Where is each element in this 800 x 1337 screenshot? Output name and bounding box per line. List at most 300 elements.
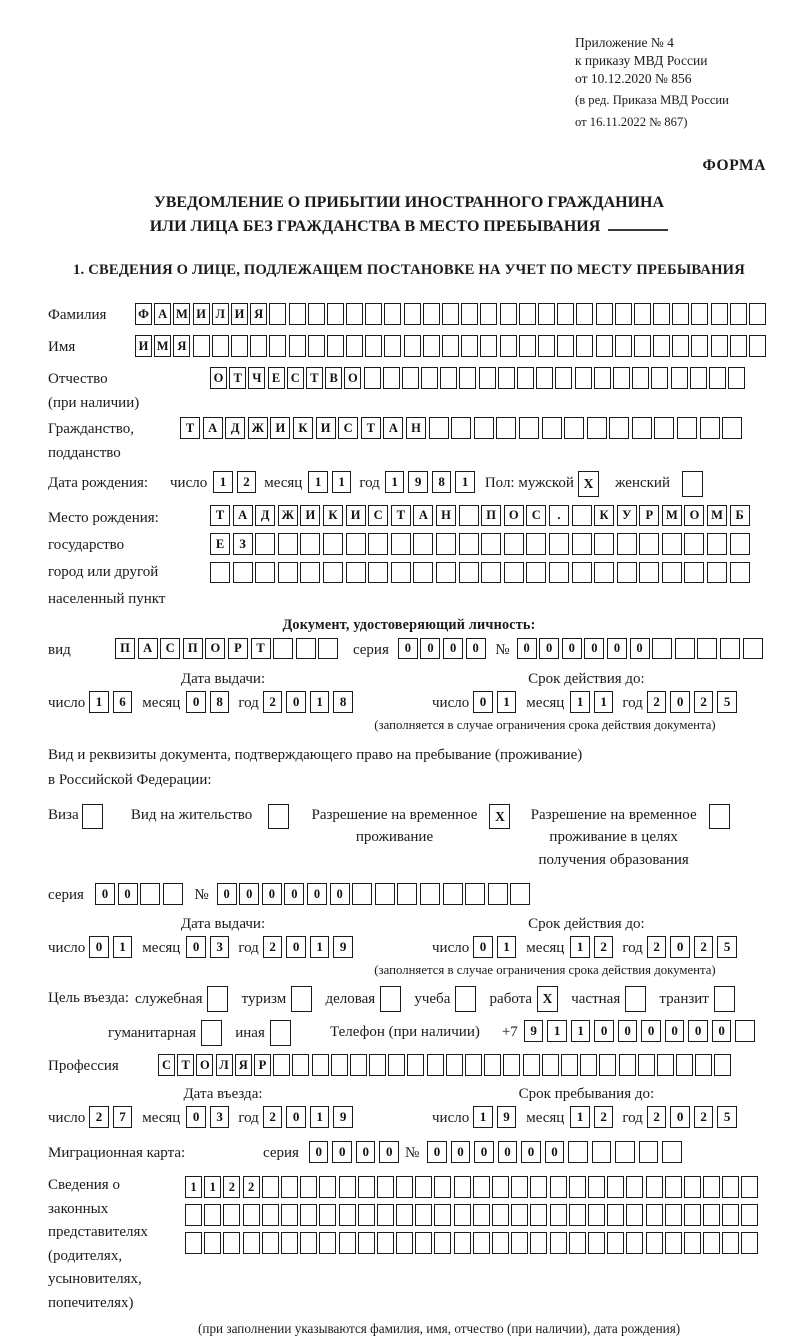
form-cell[interactable] — [665, 1204, 682, 1226]
form-cell[interactable] — [646, 1176, 663, 1198]
checkbox-cell[interactable]: X — [578, 471, 599, 497]
form-cell[interactable]: 0 — [712, 1020, 732, 1042]
form-cell[interactable]: 2 — [263, 691, 283, 713]
form-cell[interactable]: П — [115, 638, 135, 660]
form-cell[interactable] — [703, 1176, 720, 1198]
form-cell[interactable] — [327, 303, 344, 325]
form-cell[interactable] — [653, 335, 670, 357]
form-cell[interactable] — [319, 1232, 336, 1254]
form-cell[interactable]: 3 — [210, 1106, 230, 1128]
form-cell[interactable] — [730, 562, 750, 584]
form-cell[interactable]: 2 — [594, 936, 614, 958]
form-cell[interactable] — [665, 1232, 682, 1254]
form-cell[interactable] — [368, 562, 388, 584]
form-cell[interactable] — [607, 1204, 624, 1226]
form-cell[interactable]: 5 — [717, 936, 737, 958]
form-cell[interactable] — [391, 533, 411, 555]
form-cell[interactable]: П — [183, 638, 203, 660]
form-cell[interactable] — [492, 1176, 509, 1198]
form-cell[interactable] — [429, 417, 449, 439]
form-cell[interactable] — [436, 533, 456, 555]
form-cell[interactable]: М — [707, 505, 727, 527]
form-cell[interactable] — [434, 1232, 451, 1254]
form-cell[interactable]: Т — [177, 1054, 194, 1076]
form-cell[interactable]: Д — [255, 505, 275, 527]
form-cell[interactable] — [720, 638, 740, 660]
form-cell[interactable]: В — [325, 367, 342, 389]
form-cell[interactable] — [319, 1176, 336, 1198]
form-cell[interactable] — [300, 1176, 317, 1198]
form-cell[interactable]: И — [316, 417, 336, 439]
form-cell[interactable] — [204, 1204, 221, 1226]
form-cell[interactable]: О — [205, 638, 225, 660]
form-cell[interactable]: Б — [730, 505, 750, 527]
form-cell[interactable] — [185, 1204, 202, 1226]
checkbox-cell[interactable] — [268, 804, 289, 830]
form-cell[interactable] — [436, 562, 456, 584]
form-cell[interactable] — [588, 1176, 605, 1198]
form-cell[interactable] — [662, 1141, 682, 1163]
checkbox-cell[interactable] — [270, 1020, 291, 1046]
form-cell[interactable]: Т — [180, 417, 200, 439]
form-cell[interactable] — [555, 367, 572, 389]
form-cell[interactable] — [594, 533, 614, 555]
form-cell[interactable]: 1 — [385, 471, 405, 493]
form-cell[interactable] — [402, 367, 419, 389]
form-cell[interactable] — [511, 1232, 528, 1254]
form-cell[interactable] — [474, 417, 494, 439]
form-cell[interactable] — [339, 1176, 356, 1198]
checkbox-cell[interactable] — [207, 986, 228, 1012]
form-cell[interactable]: С — [526, 505, 546, 527]
form-cell[interactable]: С — [287, 367, 304, 389]
form-cell[interactable]: М — [662, 505, 682, 527]
form-cell[interactable] — [396, 1204, 413, 1226]
form-cell[interactable] — [671, 367, 688, 389]
form-cell[interactable]: С — [338, 417, 358, 439]
form-cell[interactable]: Я — [235, 1054, 252, 1076]
form-cell[interactable]: 1 — [310, 936, 330, 958]
form-cell[interactable] — [481, 533, 501, 555]
form-cell[interactable]: 5 — [717, 691, 737, 713]
form-cell[interactable] — [572, 562, 592, 584]
form-cell[interactable]: 1 — [497, 691, 517, 713]
checkbox-cell[interactable]: X — [537, 986, 558, 1012]
checkbox-cell[interactable] — [455, 986, 476, 1012]
form-cell[interactable]: . — [549, 505, 569, 527]
form-cell[interactable] — [684, 533, 704, 555]
form-cell[interactable] — [672, 303, 689, 325]
form-cell[interactable] — [465, 883, 485, 905]
form-cell[interactable]: 0 — [89, 936, 109, 958]
form-cell[interactable]: Р — [639, 505, 659, 527]
form-cell[interactable] — [459, 562, 479, 584]
form-cell[interactable]: 1 — [310, 691, 330, 713]
form-cell[interactable]: Ж — [278, 505, 298, 527]
form-cell[interactable]: 1 — [113, 936, 133, 958]
form-cell[interactable]: 0 — [665, 1020, 685, 1042]
form-cell[interactable] — [231, 335, 248, 357]
form-cell[interactable]: Н — [406, 417, 426, 439]
form-cell[interactable] — [741, 1232, 758, 1254]
form-cell[interactable] — [454, 1232, 471, 1254]
form-cell[interactable]: 1 — [571, 1020, 591, 1042]
form-cell[interactable] — [626, 1204, 643, 1226]
checkbox-cell[interactable] — [714, 986, 735, 1012]
form-cell[interactable] — [323, 533, 343, 555]
form-cell[interactable]: 0 — [451, 1141, 471, 1163]
form-cell[interactable] — [646, 1232, 663, 1254]
form-cell[interactable] — [662, 533, 682, 555]
form-cell[interactable]: 0 — [517, 638, 537, 660]
form-cell[interactable] — [530, 1204, 547, 1226]
form-cell[interactable] — [572, 505, 592, 527]
form-cell[interactable]: Е — [210, 533, 230, 555]
form-cell[interactable] — [638, 1054, 655, 1076]
form-cell[interactable]: 1 — [455, 471, 475, 493]
form-cell[interactable] — [707, 562, 727, 584]
form-cell[interactable] — [549, 562, 569, 584]
form-cell[interactable]: 1 — [89, 691, 109, 713]
form-cell[interactable] — [615, 335, 632, 357]
form-cell[interactable] — [492, 1232, 509, 1254]
form-cell[interactable] — [243, 1204, 260, 1226]
form-cell[interactable]: Р — [228, 638, 248, 660]
form-cell[interactable]: 2 — [694, 691, 714, 713]
form-cell[interactable] — [639, 562, 659, 584]
form-cell[interactable] — [193, 335, 210, 357]
form-cell[interactable]: 0 — [473, 936, 493, 958]
form-cell[interactable]: К — [323, 505, 343, 527]
form-cell[interactable] — [730, 335, 747, 357]
form-cell[interactable]: 1 — [308, 471, 328, 493]
form-cell[interactable]: 0 — [356, 1141, 376, 1163]
form-cell[interactable] — [676, 1054, 693, 1076]
form-cell[interactable] — [346, 533, 366, 555]
form-cell[interactable] — [580, 1054, 597, 1076]
form-cell[interactable]: 0 — [443, 638, 463, 660]
form-cell[interactable] — [672, 335, 689, 357]
form-cell[interactable] — [510, 883, 530, 905]
form-cell[interactable]: 1 — [570, 936, 590, 958]
form-cell[interactable] — [292, 1054, 309, 1076]
form-cell[interactable] — [454, 1204, 471, 1226]
form-cell[interactable] — [446, 1054, 463, 1076]
form-cell[interactable]: 2 — [263, 936, 283, 958]
form-cell[interactable] — [273, 638, 293, 660]
form-cell[interactable]: К — [293, 417, 313, 439]
form-cell[interactable] — [300, 1232, 317, 1254]
form-cell[interactable] — [684, 1176, 701, 1198]
checkbox-cell[interactable] — [709, 804, 730, 830]
form-cell[interactable]: О — [504, 505, 524, 527]
form-cell[interactable]: С — [160, 638, 180, 660]
form-cell[interactable]: О — [684, 505, 704, 527]
form-cell[interactable] — [404, 335, 421, 357]
form-cell[interactable] — [262, 1204, 279, 1226]
form-cell[interactable] — [561, 1054, 578, 1076]
form-cell[interactable]: А — [154, 303, 171, 325]
form-cell[interactable]: 0 — [670, 1106, 690, 1128]
form-cell[interactable] — [615, 1141, 635, 1163]
form-cell[interactable]: 2 — [237, 471, 257, 493]
form-cell[interactable] — [690, 367, 707, 389]
form-cell[interactable] — [369, 1054, 386, 1076]
form-cell[interactable] — [542, 417, 562, 439]
form-cell[interactable] — [488, 883, 508, 905]
form-cell[interactable]: Т — [391, 505, 411, 527]
form-cell[interactable] — [542, 1054, 559, 1076]
form-cell[interactable] — [684, 1204, 701, 1226]
form-cell[interactable] — [634, 303, 651, 325]
form-cell[interactable]: 8 — [210, 691, 230, 713]
form-cell[interactable]: И — [300, 505, 320, 527]
form-cell[interactable]: 2 — [647, 691, 667, 713]
form-cell[interactable] — [308, 335, 325, 357]
form-cell[interactable]: 0 — [607, 638, 627, 660]
form-cell[interactable] — [415, 1204, 432, 1226]
form-cell[interactable]: 1 — [547, 1020, 567, 1042]
form-cell[interactable] — [550, 1232, 567, 1254]
form-cell[interactable]: О — [210, 367, 227, 389]
form-cell[interactable] — [569, 1204, 586, 1226]
form-cell[interactable] — [594, 562, 614, 584]
form-cell[interactable] — [549, 533, 569, 555]
form-cell[interactable] — [415, 1232, 432, 1254]
form-cell[interactable] — [617, 562, 637, 584]
form-cell[interactable]: 0 — [286, 936, 306, 958]
form-cell[interactable]: 2 — [243, 1176, 260, 1198]
form-cell[interactable]: А — [138, 638, 158, 660]
form-cell[interactable]: П — [481, 505, 501, 527]
checkbox-cell[interactable] — [82, 804, 103, 830]
form-cell[interactable] — [461, 335, 478, 357]
form-cell[interactable]: 1 — [204, 1176, 221, 1198]
form-cell[interactable]: 0 — [670, 691, 690, 713]
form-cell[interactable] — [703, 1232, 720, 1254]
form-cell[interactable] — [572, 533, 592, 555]
form-cell[interactable]: И — [231, 303, 248, 325]
form-cell[interactable]: О — [196, 1054, 213, 1076]
form-cell[interactable] — [273, 1054, 290, 1076]
form-cell[interactable] — [461, 303, 478, 325]
form-cell[interactable] — [599, 1054, 616, 1076]
form-cell[interactable]: 0 — [186, 1106, 206, 1128]
form-cell[interactable] — [423, 303, 440, 325]
form-cell[interactable] — [741, 1176, 758, 1198]
form-cell[interactable] — [421, 367, 438, 389]
form-cell[interactable] — [711, 303, 728, 325]
form-cell[interactable] — [632, 367, 649, 389]
form-cell[interactable]: 2 — [89, 1106, 109, 1128]
form-cell[interactable] — [691, 335, 708, 357]
form-cell[interactable] — [519, 335, 536, 357]
form-cell[interactable] — [519, 303, 536, 325]
form-cell[interactable] — [722, 1176, 739, 1198]
form-cell[interactable] — [615, 303, 632, 325]
form-cell[interactable] — [319, 1204, 336, 1226]
form-cell[interactable]: 0 — [286, 691, 306, 713]
form-cell[interactable] — [634, 335, 651, 357]
form-cell[interactable] — [730, 533, 750, 555]
form-cell[interactable] — [607, 1176, 624, 1198]
form-cell[interactable] — [278, 562, 298, 584]
form-cell[interactable]: А — [233, 505, 253, 527]
form-cell[interactable]: Д — [225, 417, 245, 439]
form-cell[interactable] — [269, 335, 286, 357]
form-cell[interactable] — [140, 883, 160, 905]
form-cell[interactable] — [675, 638, 695, 660]
form-cell[interactable] — [473, 1232, 490, 1254]
form-cell[interactable]: 0 — [186, 691, 206, 713]
form-cell[interactable] — [365, 335, 382, 357]
form-cell[interactable] — [735, 1020, 755, 1042]
form-cell[interactable] — [504, 562, 524, 584]
form-cell[interactable] — [576, 335, 593, 357]
form-cell[interactable]: 1 — [332, 471, 352, 493]
form-cell[interactable] — [517, 367, 534, 389]
form-cell[interactable] — [617, 533, 637, 555]
form-cell[interactable] — [569, 1176, 586, 1198]
form-cell[interactable] — [626, 1176, 643, 1198]
form-cell[interactable] — [327, 335, 344, 357]
form-cell[interactable] — [619, 1054, 636, 1076]
form-cell[interactable] — [530, 1232, 547, 1254]
form-cell[interactable] — [526, 533, 546, 555]
form-cell[interactable] — [576, 303, 593, 325]
form-cell[interactable] — [278, 533, 298, 555]
form-cell[interactable]: 0 — [332, 1141, 352, 1163]
form-cell[interactable] — [536, 367, 553, 389]
form-cell[interactable] — [730, 303, 747, 325]
form-cell[interactable] — [550, 1176, 567, 1198]
form-cell[interactable] — [500, 335, 517, 357]
form-cell[interactable] — [503, 1054, 520, 1076]
form-cell[interactable]: 9 — [333, 1106, 353, 1128]
checkbox-cell[interactable] — [201, 1020, 222, 1046]
form-cell[interactable]: 1 — [594, 691, 614, 713]
form-cell[interactable] — [383, 367, 400, 389]
form-cell[interactable] — [530, 1176, 547, 1198]
form-cell[interactable] — [677, 417, 697, 439]
form-cell[interactable] — [697, 638, 717, 660]
form-cell[interactable] — [613, 367, 630, 389]
form-cell[interactable] — [212, 335, 229, 357]
form-cell[interactable]: И — [270, 417, 290, 439]
form-cell[interactable] — [480, 335, 497, 357]
form-cell[interactable] — [434, 1204, 451, 1226]
form-cell[interactable] — [300, 533, 320, 555]
form-cell[interactable] — [427, 1054, 444, 1076]
form-cell[interactable] — [308, 303, 325, 325]
form-cell[interactable]: З — [233, 533, 253, 555]
form-cell[interactable] — [511, 1176, 528, 1198]
form-cell[interactable] — [296, 638, 316, 660]
form-cell[interactable] — [339, 1232, 356, 1254]
form-cell[interactable]: 1 — [310, 1106, 330, 1128]
form-cell[interactable] — [639, 533, 659, 555]
form-cell[interactable]: 0 — [427, 1141, 447, 1163]
form-cell[interactable] — [695, 1054, 712, 1076]
form-cell[interactable]: 2 — [594, 1106, 614, 1128]
form-cell[interactable] — [396, 1176, 413, 1198]
form-cell[interactable] — [703, 1204, 720, 1226]
form-cell[interactable]: 5 — [717, 1106, 737, 1128]
form-cell[interactable] — [538, 335, 555, 357]
form-cell[interactable] — [743, 638, 763, 660]
form-cell[interactable] — [415, 1176, 432, 1198]
form-cell[interactable] — [289, 303, 306, 325]
form-cell[interactable]: Я — [173, 335, 190, 357]
form-cell[interactable]: Я — [250, 303, 267, 325]
form-cell[interactable]: 0 — [95, 883, 115, 905]
form-cell[interactable] — [210, 562, 230, 584]
form-cell[interactable]: А — [203, 417, 223, 439]
form-cell[interactable] — [233, 562, 253, 584]
form-cell[interactable] — [440, 367, 457, 389]
checkbox-cell[interactable] — [682, 471, 703, 497]
form-cell[interactable]: Т — [251, 638, 271, 660]
form-cell[interactable] — [397, 883, 417, 905]
form-cell[interactable]: 0 — [262, 883, 282, 905]
form-cell[interactable]: 3 — [210, 936, 230, 958]
form-cell[interactable] — [568, 1141, 588, 1163]
form-cell[interactable]: 2 — [694, 936, 714, 958]
form-cell[interactable] — [465, 1054, 482, 1076]
form-cell[interactable]: 0 — [630, 638, 650, 660]
form-cell[interactable] — [484, 1054, 501, 1076]
form-cell[interactable] — [281, 1232, 298, 1254]
form-cell[interactable] — [728, 367, 745, 389]
form-cell[interactable] — [652, 638, 672, 660]
form-cell[interactable] — [587, 417, 607, 439]
form-cell[interactable]: 0 — [473, 691, 493, 713]
form-cell[interactable]: 0 — [688, 1020, 708, 1042]
form-cell[interactable] — [420, 883, 440, 905]
form-cell[interactable]: И — [135, 335, 152, 357]
form-cell[interactable] — [473, 1176, 490, 1198]
form-cell[interactable] — [722, 1204, 739, 1226]
form-cell[interactable] — [391, 562, 411, 584]
form-cell[interactable] — [365, 303, 382, 325]
form-cell[interactable] — [481, 562, 501, 584]
form-cell[interactable]: С — [158, 1054, 175, 1076]
form-cell[interactable] — [564, 417, 584, 439]
form-cell[interactable] — [700, 417, 720, 439]
form-cell[interactable]: 0 — [562, 638, 582, 660]
form-cell[interactable] — [588, 1204, 605, 1226]
form-cell[interactable] — [358, 1204, 375, 1226]
form-cell[interactable] — [592, 1141, 612, 1163]
form-cell[interactable]: 0 — [286, 1106, 306, 1128]
form-cell[interactable] — [691, 303, 708, 325]
form-cell[interactable]: Л — [216, 1054, 233, 1076]
form-cell[interactable] — [480, 303, 497, 325]
form-cell[interactable] — [639, 1141, 659, 1163]
form-cell[interactable] — [653, 303, 670, 325]
form-cell[interactable]: У — [617, 505, 637, 527]
form-cell[interactable] — [459, 367, 476, 389]
form-cell[interactable]: И — [193, 303, 210, 325]
form-cell[interactable]: 2 — [647, 1106, 667, 1128]
form-cell[interactable] — [346, 335, 363, 357]
form-cell[interactable] — [407, 1054, 424, 1076]
form-cell[interactable] — [377, 1176, 394, 1198]
form-cell[interactable] — [388, 1054, 405, 1076]
form-cell[interactable] — [442, 335, 459, 357]
form-cell[interactable] — [557, 303, 574, 325]
form-cell[interactable] — [749, 303, 766, 325]
